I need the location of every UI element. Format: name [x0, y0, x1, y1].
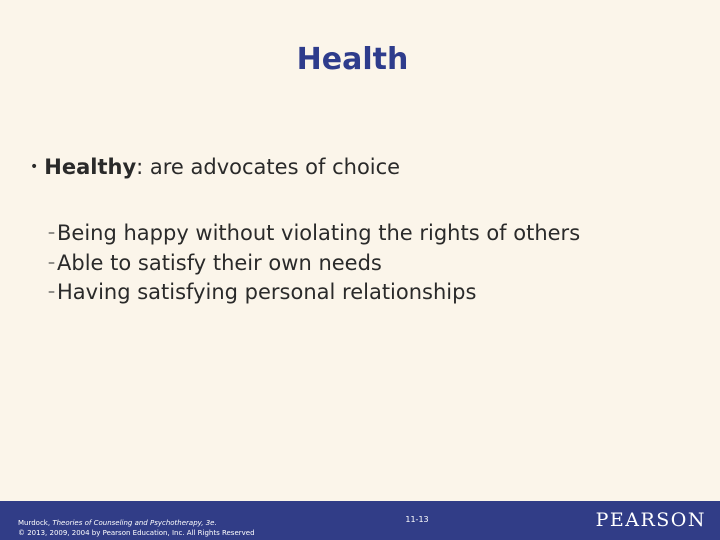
pearson-logo: PEARSON — [595, 509, 706, 531]
sub-bullet-list — [48, 219, 580, 308]
citation-line — [18, 518, 255, 528]
sub-bullet-text: Having satisfying personal relationships — [57, 280, 477, 304]
sub-bullet-text: Being happy without violating the rights of others — [57, 221, 581, 245]
dash-marker: – — [48, 284, 55, 300]
sub-bullet-item — [48, 278, 580, 308]
citation-book-title: Theories of Counseling and Psychotherapy, 3e. — [52, 519, 217, 527]
bullet-text: : are advocates of choice — [136, 155, 401, 179]
main-bullet — [30, 153, 400, 181]
bullet-term: Healthy — [44, 155, 137, 179]
citation-author: Murdock, — [18, 519, 53, 527]
dash-marker: – — [48, 254, 55, 271]
sub-bullet-item — [48, 219, 580, 249]
sub-bullet-text: Able to satisfy their own needs — [57, 250, 382, 275]
bullet-marker: • — [30, 159, 39, 175]
slide-title: Health — [296, 42, 409, 77]
dash-marker: – — [48, 225, 55, 241]
footer-citation — [18, 518, 255, 538]
page-number: 11-13 — [405, 515, 429, 524]
sub-bullet-item — [48, 249, 580, 279]
footer-bar — [0, 501, 720, 540]
copyright-line: © 2013, 2009, 2004 by Pearson Education, Inc. All Rights Reserved — [18, 529, 255, 537]
